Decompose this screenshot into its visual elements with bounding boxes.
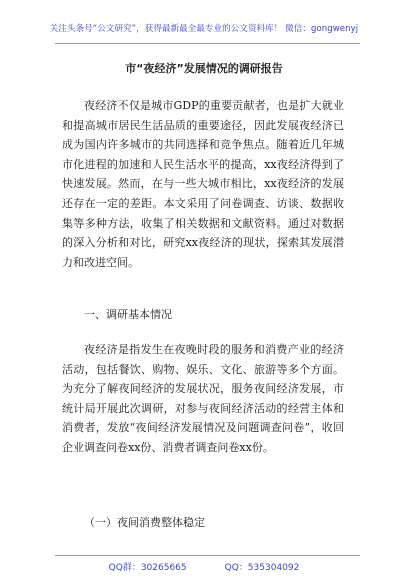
footer-qq-group: QQ群：30265665	[108, 563, 187, 573]
footer	[0, 560, 408, 573]
footer-qq-number: QQ：535304092	[224, 563, 300, 573]
section-heading: 一、调研基本情况	[84, 308, 172, 321]
document-title: 市“夜经济”发展情况的调研报告	[125, 62, 283, 75]
header-divider	[55, 43, 360, 44]
footer-divider	[55, 555, 360, 556]
section-paragraph: 夜经济是指发生在夜晚时段的服务和消费产业的经济活动，包括餐饮、购物、娱乐、文化、旅游等多个方面。为充分了解夜间经济的发展状况，服务夜间经济发展，市统计局开展此次调研，对参与夜间经济活动的经营主体和消费者，发放“夜间经济发展情况及问题调查问卷”，收回企业调查问卷xx份、消费者调查问卷xx份。	[62, 343, 344, 454]
header-banner: 关注头条号“公文研究”，获得最新最全最专业的公文资料库！ 微信：gongwenyj	[49, 24, 359, 34]
intro-paragraph: 夜经济不仅是城市GDP的重要贡献者，也是扩大就业和提高城市居民生活品质的重要途径，因此发展夜经济已成为国内许多城市的共同选择和竞争焦点。随着近几年城市化进程的加速和人民生活水平的提高，xx夜经济得到了快速发展。然而，在与一些大城市相比，xx夜经济的发展还存在一定的差距。本文采用了问卷调查、访谈、数据收集等多种方法，收集了相关数据和文献资料。通过对数据的深入分析和对比，研究xx夜经济的现状，探索其发展潜力和改进空间。	[62, 99, 344, 269]
subsection-heading: （一）夜间消费整体稳定	[84, 516, 205, 529]
